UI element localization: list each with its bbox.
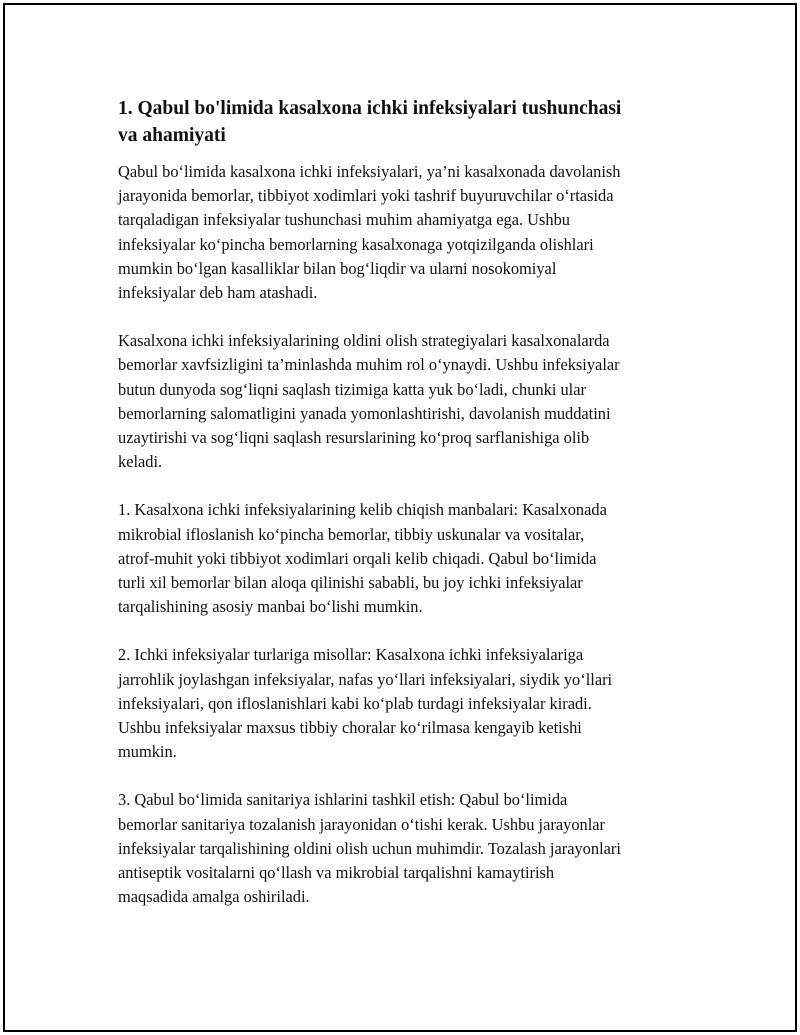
text-line: infeksiyalar ko‘pincha bemorlarning kasalxonaga yotqizilganda olishlari — [118, 234, 594, 254]
text-line: 2. Ichki infeksiyalar turlariga misollar: Kasalxona ichki infeksiyalariga — [118, 645, 584, 665]
text-line: infeksiyalar tarqalishining oldini olish uchun muhimdir. Tozalash jarayonlari — [118, 838, 621, 858]
text-line: jarrohlik joylashgan infeksiyalar, nafas yo‘llari infeksiyalari, siydik yo‘llari — [118, 669, 613, 689]
heading-line: va ahamiyati — [118, 125, 226, 146]
paragraph-prevention — [118, 329, 698, 474]
text-line: bemorlarning salomatligini yanada yomonlashtirishi, davolanish muddatini — [118, 403, 611, 423]
text-line: infeksiyalar deb ham atashadi. — [118, 283, 318, 303]
text-line: mumkin. — [118, 742, 177, 762]
text-line: infeksiyalari, qon ifloslanishlari kabi ko‘plab turdagi infeksiyalar kiradi. — [118, 693, 592, 713]
text-line: uzaytirishi va sog‘liqni saqlash resurslarining ko‘proq sarflanishiga olib — [118, 428, 590, 448]
paragraph-sources — [118, 498, 698, 619]
paragraph-sanitation — [118, 788, 698, 909]
text-line: maqsadida amalga oshiriladi. — [118, 887, 310, 907]
text-line: tarqaladigan infeksiyalar tushunchasi muhim ahamiyatga ega. Ushbu — [118, 210, 570, 230]
text-line: Kasalxona ichki infeksiyalarining oldini olish strategiyalari kasalxonalarda — [118, 331, 610, 351]
text-line: mumkin bo‘lgan kasalliklar bilan bog‘liqdir va ularni nosokomiyal — [118, 258, 557, 278]
text-line: butun dunyoda sog‘liqni saqlash tizimiga katta yuk bo‘ladi, chunki ular — [118, 379, 586, 399]
text-line: bemorlar sanitariya tozalanish jarayonidan o‘tishi kerak. Ushbu jarayonlar — [118, 814, 605, 834]
text-line: antiseptik vositalarni qo‘llash va mikrobial tarqalishni kamaytirish — [118, 863, 555, 883]
text-line: atrof-muhit yoki tibbiyot xodimlari orqali kelib chiqadi. Qabul bo‘limida — [118, 548, 597, 568]
text-line: 1. Kasalxona ichki infeksiyalarining kelib chiqish manbalari: Kasalxonada — [118, 500, 607, 520]
document-body — [118, 95, 698, 933]
section-heading — [118, 95, 698, 149]
paragraph-types — [118, 643, 698, 764]
heading-line: 1. Qabul bo'limida kasalxona ichki infeksiyalari tushunchasi — [118, 98, 622, 119]
text-line: turli xil bemorlar bilan aloqa qilinishi sababli, bu joy ichki infeksiyalar — [118, 573, 583, 593]
text-line: keladi. — [118, 452, 163, 472]
text-line: 3. Qabul bo‘limida sanitariya ishlarini tashkil etish: Qabul bo‘limida — [118, 790, 568, 810]
paragraph-intro — [118, 160, 698, 305]
text-line: Qabul bo‘limida kasalxona ichki infeksiyalari, ya’ni kasalxonada davolanish — [118, 162, 621, 181]
text-line: mikrobial ifloslanish ko‘pincha bemorlar, tibbiy uskunalar va vositalar, — [118, 524, 585, 544]
text-line: tarqalishining asosiy manbai bo‘lishi mumkin. — [118, 597, 423, 617]
text-line: Ushbu infeksiyalar maxsus tibbiy choralar ko‘rilmasa kengayib ketishi — [118, 718, 582, 738]
text-line: jarayonida bemorlar, tibbiyot xodimlari yoki tashrif buyuruvchilar o‘rtasida — [118, 186, 614, 206]
text-line: bemorlar xavfsizligini ta’minlashda muhim rol o‘ynaydi. Ushbu infeksiyalar — [118, 355, 620, 375]
